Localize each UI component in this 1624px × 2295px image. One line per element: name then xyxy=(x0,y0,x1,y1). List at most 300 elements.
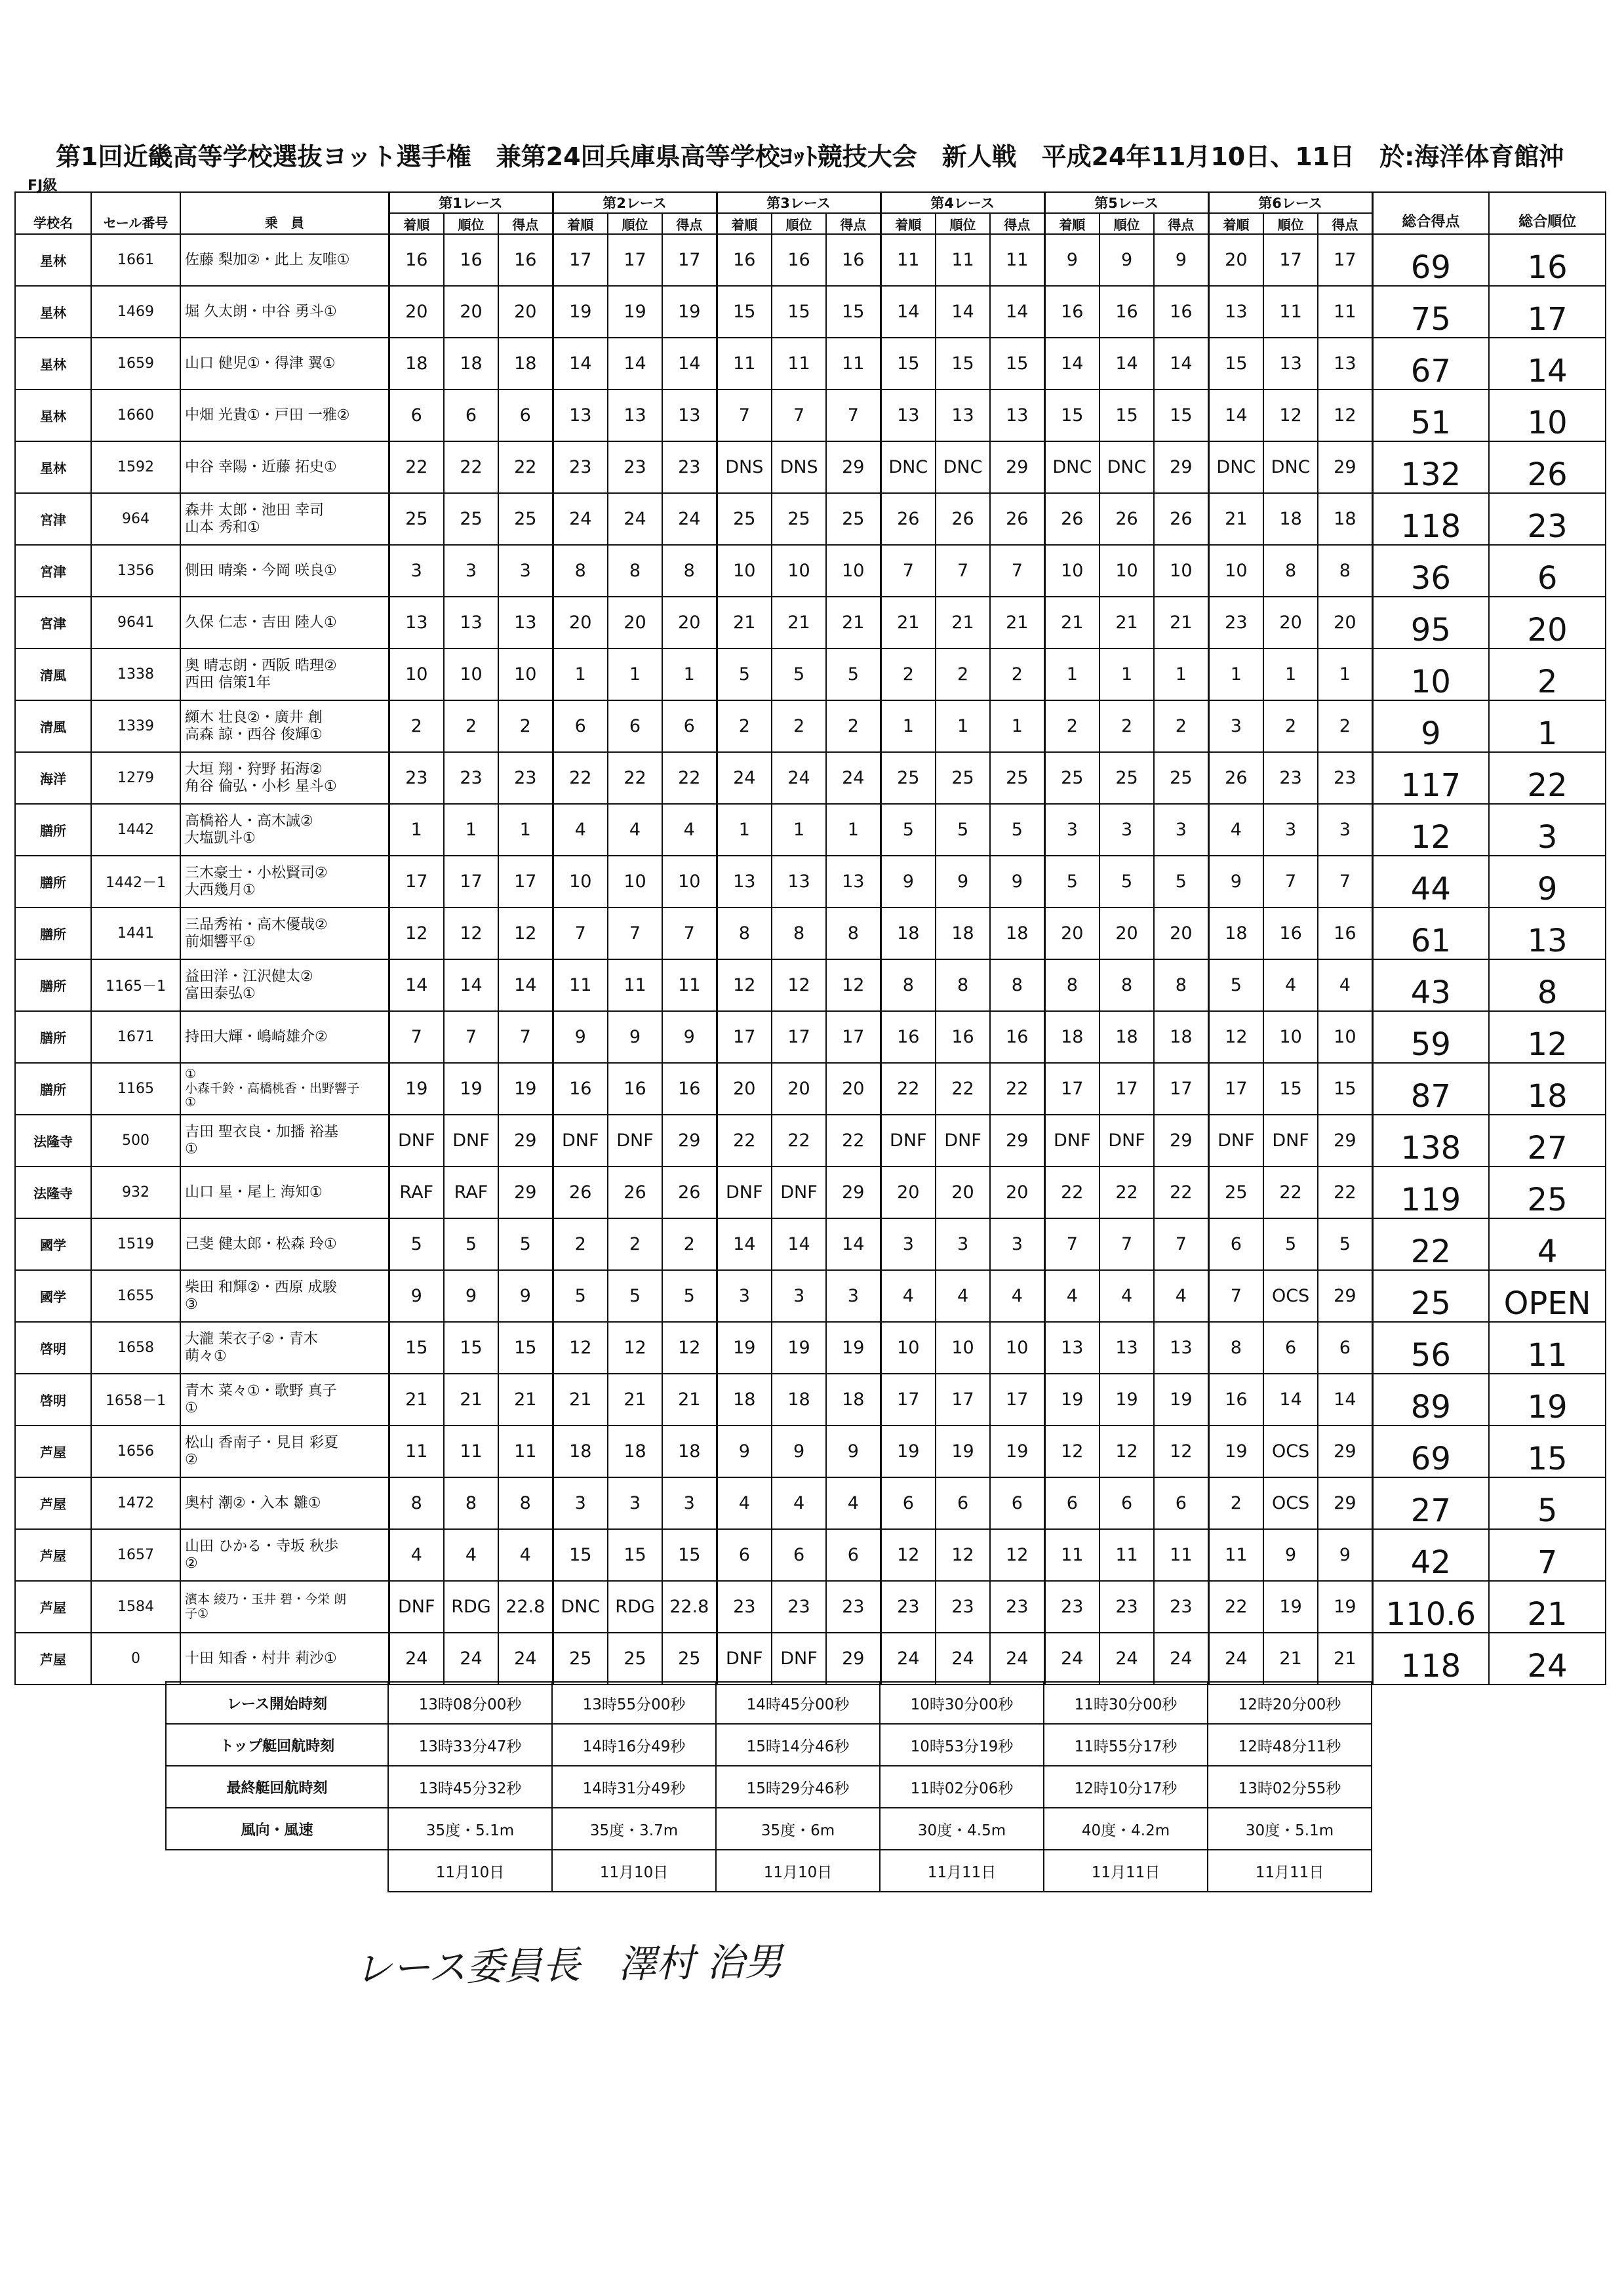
race6-finish: 4 xyxy=(1208,804,1263,856)
race5-finish: 6 xyxy=(1044,1477,1099,1529)
school-name: 芦屋 xyxy=(15,1426,91,1477)
race1-place: 3 xyxy=(444,545,498,597)
race2-points: 9 xyxy=(662,1011,717,1063)
race3-finish: 1 xyxy=(717,804,772,856)
overall-rank: 15 xyxy=(1489,1426,1606,1477)
race1-points: 8 xyxy=(498,1477,553,1529)
overall-rank: 24 xyxy=(1489,1633,1606,1685)
race1-place: 13 xyxy=(444,597,498,649)
race4-finish: 18 xyxy=(881,908,936,959)
race2-place: 16 xyxy=(608,1063,662,1115)
race5-points: 10 xyxy=(1154,545,1208,597)
race1-finish: RAF xyxy=(389,1167,444,1218)
race3-points: 15 xyxy=(826,286,881,338)
school-name: 星林 xyxy=(15,234,91,286)
race2-points: 25 xyxy=(662,1633,717,1685)
race1-finish: 18 xyxy=(389,338,444,389)
race1-points: 24 xyxy=(498,1633,553,1685)
result-row xyxy=(15,286,1606,338)
race4-subheader-finish: 着順 xyxy=(881,213,936,234)
crew-names: 山口 星・尾上 海知① xyxy=(180,1167,389,1218)
race-header-2: 第2レース xyxy=(553,192,717,213)
race3-finish: 14 xyxy=(717,1218,772,1270)
race4-points: 22 xyxy=(990,1063,1044,1115)
race2-place: 3 xyxy=(608,1477,662,1529)
overall-rank: 16 xyxy=(1489,234,1606,286)
race2-place: RDG xyxy=(608,1581,662,1633)
race5-finish: 2 xyxy=(1044,700,1099,752)
race1-place: 2 xyxy=(444,700,498,752)
race6-finish: 11 xyxy=(1208,1529,1263,1581)
result-row xyxy=(15,1167,1606,1218)
total-points: 22 xyxy=(1372,1218,1489,1270)
school-name: 清風 xyxy=(15,649,91,700)
header-overall-rank: 総合順位 xyxy=(1489,192,1606,234)
race2-place: 26 xyxy=(608,1167,662,1218)
race5-finish: 21 xyxy=(1044,597,1099,649)
race4-place: 16 xyxy=(936,1011,990,1063)
race1-finish: 24 xyxy=(389,1633,444,1685)
race3-finish: 25 xyxy=(717,493,772,545)
race4-finish: 7 xyxy=(881,545,936,597)
school-name: 膳所 xyxy=(15,856,91,908)
race3-points: 16 xyxy=(826,234,881,286)
result-row xyxy=(15,700,1606,752)
race1-points: 25 xyxy=(498,493,553,545)
school-name: 膳所 xyxy=(15,804,91,856)
race-header-1: 第1レース xyxy=(389,192,553,213)
race6-points: 5 xyxy=(1318,1218,1372,1270)
race5-place: 23 xyxy=(1099,1581,1154,1633)
race3-finish: 24 xyxy=(717,752,772,804)
race3-points: 21 xyxy=(826,597,881,649)
race6-finish: 3 xyxy=(1208,700,1263,752)
race3-place: 23 xyxy=(772,1581,826,1633)
race5-finish: 12 xyxy=(1044,1426,1099,1477)
school-name: 芦屋 xyxy=(15,1581,91,1633)
crew-names: 柴田 和輝②・西原 成駿 ③ xyxy=(180,1270,389,1322)
race3-points: 29 xyxy=(826,1633,881,1685)
race4-points: 20 xyxy=(990,1167,1044,1218)
race2-place: 25 xyxy=(608,1633,662,1685)
race5-info-value: 12時10分17秒 xyxy=(1044,1766,1208,1808)
race6-finish: 14 xyxy=(1208,389,1263,441)
race3-finish: 20 xyxy=(717,1063,772,1115)
race4-place: DNF xyxy=(936,1115,990,1167)
race2-place: 13 xyxy=(608,389,662,441)
race1-place: 12 xyxy=(444,908,498,959)
header-total-points: 総合得点 xyxy=(1372,192,1489,234)
race2-finish: 1 xyxy=(553,649,608,700)
race6-finish: 24 xyxy=(1208,1633,1263,1685)
race5-subheader-finish: 着順 xyxy=(1044,213,1099,234)
race3-points: 7 xyxy=(826,389,881,441)
race5-finish: 24 xyxy=(1044,1633,1099,1685)
race1-finish: DNF xyxy=(389,1581,444,1633)
race4-finish: DNF xyxy=(881,1115,936,1167)
race3-points: 13 xyxy=(826,856,881,908)
race3-points: 1 xyxy=(826,804,881,856)
race1-points: 14 xyxy=(498,959,553,1011)
race4-place: 11 xyxy=(936,234,990,286)
race5-place: 24 xyxy=(1099,1633,1154,1685)
race2-place: 10 xyxy=(608,856,662,908)
race2-finish: 23 xyxy=(553,441,608,493)
race2-subheader-finish: 着順 xyxy=(553,213,608,234)
race5-points: 12 xyxy=(1154,1426,1208,1477)
race6-place: 16 xyxy=(1263,908,1318,959)
race4-points: 10 xyxy=(990,1322,1044,1374)
race2-place: 21 xyxy=(608,1374,662,1426)
race4-place: 6 xyxy=(936,1477,990,1529)
race1-points: 15 xyxy=(498,1322,553,1374)
race1-finish: 17 xyxy=(389,856,444,908)
race6-finish: 9 xyxy=(1208,856,1263,908)
race4-place: 23 xyxy=(936,1581,990,1633)
race2-points: 5 xyxy=(662,1270,717,1322)
race4-place: 17 xyxy=(936,1374,990,1426)
race6-points: 29 xyxy=(1318,1115,1372,1167)
race1-place: 8 xyxy=(444,1477,498,1529)
race6-place: 4 xyxy=(1263,959,1318,1011)
race6-place: DNF xyxy=(1263,1115,1318,1167)
race1-subheader-points: 得点 xyxy=(498,213,553,234)
crew-names: 山口 健児①・得津 翼① xyxy=(180,338,389,389)
race3-finish: 16 xyxy=(717,234,772,286)
race4-finish: 21 xyxy=(881,597,936,649)
race6-place: 10 xyxy=(1263,1011,1318,1063)
race3-place: 6 xyxy=(772,1529,826,1581)
race3-place: 21 xyxy=(772,597,826,649)
race6-place: DNC xyxy=(1263,441,1318,493)
race5-info-value: 11時55分17秒 xyxy=(1044,1724,1208,1766)
overall-rank: 1 xyxy=(1489,700,1606,752)
race6-finish: 22 xyxy=(1208,1581,1263,1633)
race-info-row xyxy=(166,1682,1372,1724)
race5-finish: 25 xyxy=(1044,752,1099,804)
race4-finish: 5 xyxy=(881,804,936,856)
total-points: 69 xyxy=(1372,234,1489,286)
race2-finish: 12 xyxy=(553,1322,608,1374)
race5-finish: 18 xyxy=(1044,1011,1099,1063)
race1-finish: 21 xyxy=(389,1374,444,1426)
race4-finish: 14 xyxy=(881,286,936,338)
race1-finish: 23 xyxy=(389,752,444,804)
sail-number: 1584 xyxy=(91,1581,180,1633)
race5-info-value: 11時30分00秒 xyxy=(1044,1682,1208,1724)
race5-finish: 11 xyxy=(1044,1529,1099,1581)
total-points: 12 xyxy=(1372,804,1489,856)
race4-finish: 12 xyxy=(881,1529,936,1581)
race3-info-value: 14時45分00秒 xyxy=(716,1682,880,1724)
result-row xyxy=(15,1270,1606,1322)
result-row xyxy=(15,1529,1606,1581)
race3-finish: 12 xyxy=(717,959,772,1011)
race4-subheader-place: 順位 xyxy=(936,213,990,234)
race3-place: 11 xyxy=(772,338,826,389)
race5-points: 16 xyxy=(1154,286,1208,338)
race6-points: 22 xyxy=(1318,1167,1372,1218)
race4-points: 8 xyxy=(990,959,1044,1011)
race6-points: 10 xyxy=(1318,1011,1372,1063)
race-info-table xyxy=(165,1681,1372,1892)
race6-finish: 2 xyxy=(1208,1477,1263,1529)
sail-number: 0 xyxy=(91,1633,180,1685)
crew-names: 十田 知香・村井 莉沙① xyxy=(180,1633,389,1685)
race2-info-value: 11月10日 xyxy=(552,1850,716,1892)
race2-finish: 13 xyxy=(553,389,608,441)
race6-points: 13 xyxy=(1318,338,1372,389)
race3-finish: 2 xyxy=(717,700,772,752)
race5-points: 5 xyxy=(1154,856,1208,908)
race5-finish: 14 xyxy=(1044,338,1099,389)
overall-rank: 8 xyxy=(1489,959,1606,1011)
sail-number: 1442 xyxy=(91,804,180,856)
race-info-label: トップ艇回航時刻 xyxy=(166,1724,388,1766)
result-row xyxy=(15,908,1606,959)
race4-place: 13 xyxy=(936,389,990,441)
race5-place: 8 xyxy=(1099,959,1154,1011)
sail-number: 964 xyxy=(91,493,180,545)
race-info-label: 最終艇回航時刻 xyxy=(166,1766,388,1808)
race4-points: 7 xyxy=(990,545,1044,597)
school-name: 芦屋 xyxy=(15,1529,91,1581)
race1-place: 22 xyxy=(444,441,498,493)
race5-place: 14 xyxy=(1099,338,1154,389)
race2-finish: 25 xyxy=(553,1633,608,1685)
race6-info-value: 12時48分11秒 xyxy=(1208,1724,1372,1766)
race4-place: 1 xyxy=(936,700,990,752)
race-info-label-empty xyxy=(166,1850,388,1892)
race1-info-value: 13時08分00秒 xyxy=(388,1682,552,1724)
race5-place: 17 xyxy=(1099,1063,1154,1115)
race-info-row xyxy=(166,1850,1372,1892)
race2-points: 11 xyxy=(662,959,717,1011)
race2-points: 17 xyxy=(662,234,717,286)
race1-points: 9 xyxy=(498,1270,553,1322)
race1-finish: 19 xyxy=(389,1063,444,1115)
race1-place: 1 xyxy=(444,804,498,856)
race2-info-value: 35度・3.7m xyxy=(552,1808,716,1850)
race1-place: 10 xyxy=(444,649,498,700)
race6-finish: 5 xyxy=(1208,959,1263,1011)
race3-finish: 21 xyxy=(717,597,772,649)
race6-finish: 16 xyxy=(1208,1374,1263,1426)
crew-names: 益田洋・江沢健太② 富田泰弘① xyxy=(180,959,389,1011)
race1-place: 24 xyxy=(444,1633,498,1685)
result-row xyxy=(15,1426,1606,1477)
school-name: 膳所 xyxy=(15,1011,91,1063)
race3-finish: 17 xyxy=(717,1011,772,1063)
race2-points: 13 xyxy=(662,389,717,441)
race5-subheader-points: 得点 xyxy=(1154,213,1208,234)
race5-place: 13 xyxy=(1099,1322,1154,1374)
race6-place: 21 xyxy=(1263,1633,1318,1685)
race2-finish: 11 xyxy=(553,959,608,1011)
crew-names: ① 小森千鈴・高橋桃香・出野響子 ① xyxy=(180,1063,389,1115)
race4-points: 12 xyxy=(990,1529,1044,1581)
race4-points: 17 xyxy=(990,1374,1044,1426)
race6-points: 20 xyxy=(1318,597,1372,649)
race2-points: 3 xyxy=(662,1477,717,1529)
race2-finish: DNC xyxy=(553,1581,608,1633)
race4-finish: 24 xyxy=(881,1633,936,1685)
result-row xyxy=(15,234,1606,286)
race6-place: 15 xyxy=(1263,1063,1318,1115)
race5-finish: 23 xyxy=(1044,1581,1099,1633)
race5-finish: 8 xyxy=(1044,959,1099,1011)
race1-place: 4 xyxy=(444,1529,498,1581)
race3-points: 18 xyxy=(826,1374,881,1426)
race3-subheader-place: 順位 xyxy=(772,213,826,234)
result-row xyxy=(15,1374,1606,1426)
race1-points: 6 xyxy=(498,389,553,441)
race1-points: 11 xyxy=(498,1426,553,1477)
race1-finish: 10 xyxy=(389,649,444,700)
race2-points: 6 xyxy=(662,700,717,752)
race1-finish: 15 xyxy=(389,1322,444,1374)
result-row xyxy=(15,804,1606,856)
race3-points: 6 xyxy=(826,1529,881,1581)
school-name: 啓明 xyxy=(15,1322,91,1374)
race3-info-value: 15時29分46秒 xyxy=(716,1766,880,1808)
school-name: 星林 xyxy=(15,441,91,493)
race6-finish: 6 xyxy=(1208,1218,1263,1270)
race5-finish: 13 xyxy=(1044,1322,1099,1374)
race6-finish: 25 xyxy=(1208,1167,1263,1218)
race4-info-value: 11時02分06秒 xyxy=(880,1766,1044,1808)
race3-place: 19 xyxy=(772,1322,826,1374)
race2-points: 20 xyxy=(662,597,717,649)
result-row xyxy=(15,338,1606,389)
race3-points: 8 xyxy=(826,908,881,959)
crew-names: 青木 菜々①・歌野 真子 ① xyxy=(180,1374,389,1426)
race6-finish: 7 xyxy=(1208,1270,1263,1322)
result-row xyxy=(15,649,1606,700)
race5-finish: 26 xyxy=(1044,493,1099,545)
race3-subheader-points: 得点 xyxy=(826,213,881,234)
overall-rank: 21 xyxy=(1489,1581,1606,1633)
race4-place: 18 xyxy=(936,908,990,959)
race3-finish: 13 xyxy=(717,856,772,908)
race4-finish: 4 xyxy=(881,1270,936,1322)
crew-names: 高橋裕人・高木誠② 大塩凱斗① xyxy=(180,804,389,856)
race5-info-value: 40度・4.2m xyxy=(1044,1808,1208,1850)
race2-place: 6 xyxy=(608,700,662,752)
race4-finish: 8 xyxy=(881,959,936,1011)
crew-names: 山田 ひかる・寺坂 秋歩 ② xyxy=(180,1529,389,1581)
race2-place: 9 xyxy=(608,1011,662,1063)
race3-points: 9 xyxy=(826,1426,881,1477)
race5-place: 19 xyxy=(1099,1374,1154,1426)
race1-finish: 11 xyxy=(389,1426,444,1477)
race1-finish: 12 xyxy=(389,908,444,959)
crew-names: 濱本 綾乃・玉井 碧・今栄 朗 子① xyxy=(180,1581,389,1633)
race2-finish: 4 xyxy=(553,804,608,856)
total-points: 110.6 xyxy=(1372,1581,1489,1633)
result-row xyxy=(15,1011,1606,1063)
school-name: 國学 xyxy=(15,1218,91,1270)
race3-points: 19 xyxy=(826,1322,881,1374)
race4-points: 1 xyxy=(990,700,1044,752)
race4-finish: 11 xyxy=(881,234,936,286)
race2-finish: 5 xyxy=(553,1270,608,1322)
race6-place: 8 xyxy=(1263,545,1318,597)
race2-points: 7 xyxy=(662,908,717,959)
race3-info-value: 11月10日 xyxy=(716,1850,880,1892)
sail-number: 1658－1 xyxy=(91,1374,180,1426)
race1-place: 21 xyxy=(444,1374,498,1426)
race6-place: 13 xyxy=(1263,338,1318,389)
school-name: 膳所 xyxy=(15,908,91,959)
race4-finish: 15 xyxy=(881,338,936,389)
race4-place: 2 xyxy=(936,649,990,700)
race3-info-value: 15時14分46秒 xyxy=(716,1724,880,1766)
result-row xyxy=(15,1581,1606,1633)
overall-rank: 4 xyxy=(1489,1218,1606,1270)
school-name: 清風 xyxy=(15,700,91,752)
race2-points: 15 xyxy=(662,1529,717,1581)
race1-points: 4 xyxy=(498,1529,553,1581)
race6-points: 19 xyxy=(1318,1581,1372,1633)
race4-place: DNC xyxy=(936,441,990,493)
race3-finish: 7 xyxy=(717,389,772,441)
race5-place: 4 xyxy=(1099,1270,1154,1322)
race2-place: DNF xyxy=(608,1115,662,1167)
race6-points: 2 xyxy=(1318,700,1372,752)
result-row xyxy=(15,597,1606,649)
race1-finish: 2 xyxy=(389,700,444,752)
race1-info-value: 13時33分47秒 xyxy=(388,1724,552,1766)
race5-finish: 3 xyxy=(1044,804,1099,856)
school-name: 海洋 xyxy=(15,752,91,804)
race6-finish: 15 xyxy=(1208,338,1263,389)
race3-place: 16 xyxy=(772,234,826,286)
race1-info-value: 11月10日 xyxy=(388,1850,552,1892)
race1-info-value: 35度・5.1m xyxy=(388,1808,552,1850)
race2-place: 5 xyxy=(608,1270,662,1322)
race1-place: 19 xyxy=(444,1063,498,1115)
race5-place: 25 xyxy=(1099,752,1154,804)
race5-place: 20 xyxy=(1099,908,1154,959)
race1-place: 11 xyxy=(444,1426,498,1477)
race5-finish: 5 xyxy=(1044,856,1099,908)
race3-points: 24 xyxy=(826,752,881,804)
overall-rank: 27 xyxy=(1489,1115,1606,1167)
race2-points: 18 xyxy=(662,1426,717,1477)
race6-place: 22 xyxy=(1263,1167,1318,1218)
race5-points: 18 xyxy=(1154,1011,1208,1063)
race3-points: 12 xyxy=(826,959,881,1011)
race2-info-value: 14時16分49秒 xyxy=(552,1724,716,1766)
result-row xyxy=(15,545,1606,597)
race6-points: 29 xyxy=(1318,1477,1372,1529)
race4-points: 6 xyxy=(990,1477,1044,1529)
race6-points: 9 xyxy=(1318,1529,1372,1581)
race3-place: 8 xyxy=(772,908,826,959)
race6-points: 11 xyxy=(1318,286,1372,338)
race6-place: 3 xyxy=(1263,804,1318,856)
total-points: 25 xyxy=(1372,1270,1489,1322)
race5-place: 1 xyxy=(1099,649,1154,700)
race2-points: 29 xyxy=(662,1115,717,1167)
race5-place: DNC xyxy=(1099,441,1154,493)
total-points: 43 xyxy=(1372,959,1489,1011)
race4-place: 26 xyxy=(936,493,990,545)
race1-points: 29 xyxy=(498,1167,553,1218)
race3-points: 17 xyxy=(826,1011,881,1063)
race5-finish: 1 xyxy=(1044,649,1099,700)
